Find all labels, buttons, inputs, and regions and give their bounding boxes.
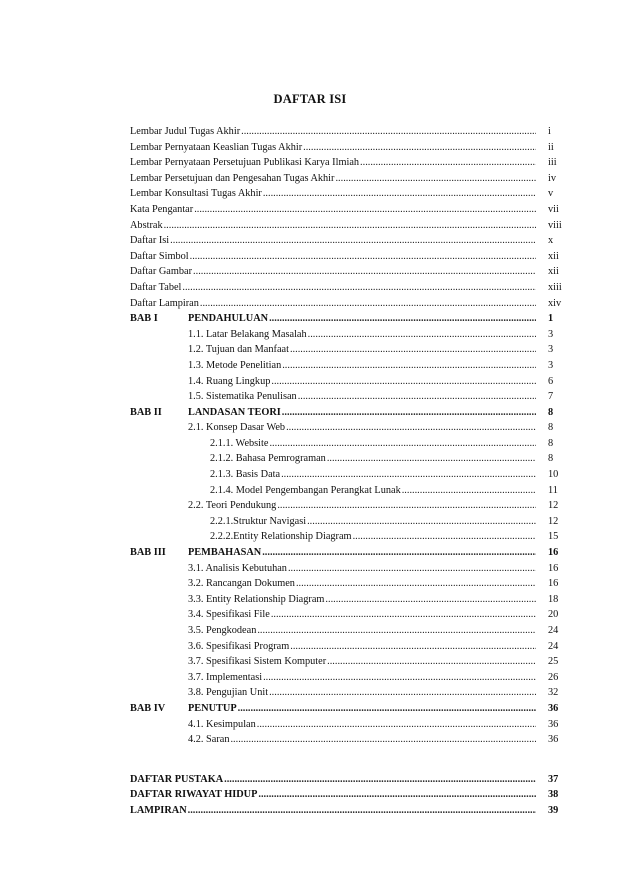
entry-label: 2.1.1. Website [210,437,269,449]
page-number: 8 [548,453,554,465]
page-number: ii [548,141,554,153]
entry-line [188,545,536,561]
entry-label: 3.2. Rancangan Dokumen [188,578,295,590]
page-number: 8 [548,437,554,449]
page-title: DAFTAR ISI [273,92,347,106]
entry-label: Lembar Judul Tugas Akhir [130,126,241,137]
entry-label: Daftar Gambar [130,266,193,278]
entry-label: 2.1.2. Bahasa Pemrograman [210,453,326,465]
chapter-entry [130,405,570,421]
page-number: 11 [548,484,558,496]
chapter-entry [130,311,570,327]
page-number: 15 [548,531,559,543]
entry-line [130,296,536,312]
entry-line [130,186,536,202]
dot-leader [262,545,536,561]
entry-line [188,685,536,701]
dot-leader [269,311,536,327]
toc-entry [130,249,570,265]
dot-leader [271,607,536,623]
dot-leader [241,124,536,140]
entry-line [210,483,536,499]
dot-leader [290,342,536,358]
section-entry [130,342,570,358]
dot-leader [290,639,536,655]
entry-line [188,561,536,577]
page-number: 10 [548,469,559,481]
entry-line [188,607,536,623]
page-number: 20 [548,609,559,621]
dot-leader [263,670,536,686]
section-entry [130,483,570,499]
entry-label: LAMPIRAN [130,804,187,816]
section-entry [130,436,570,452]
dot-leader [164,218,536,234]
section-entry [130,654,570,670]
section-entry [130,639,570,655]
entry-label: 3.8. Pengujian Unit [188,687,269,699]
toc-entry [130,186,570,202]
dot-leader [257,623,536,639]
page-number: 7 [548,391,554,403]
dot-leader [360,155,536,171]
page-number: 6 [548,375,554,387]
entry-line [130,155,536,171]
section-entry [130,420,570,436]
entry-line [188,701,536,717]
dot-leader [277,498,536,514]
entry-line [188,358,536,374]
entry-label: 2.1.3. Basis Data [210,469,281,481]
page-number: 16 [548,578,559,590]
entry-line [130,202,536,218]
page-number: 8 [548,406,554,418]
dot-leader [258,787,536,803]
dot-leader [224,772,536,788]
toc-entry [130,202,570,218]
entry-label: 1.1. Latar Belakang Masalah [188,328,307,340]
entry-line [188,623,536,639]
page-number: xiii [548,281,562,293]
page-number: 36 [548,702,559,714]
chapter-entry [130,701,570,717]
section-entry [130,623,570,639]
page-number: 3 [548,359,554,371]
page-number: 39 [548,804,559,816]
page-number: 12 [548,515,559,527]
toc-entry [130,233,570,249]
dot-leader [335,171,536,187]
dot-leader [230,732,536,748]
section-entry [130,670,570,686]
entry-line [130,249,536,265]
entry-line [130,124,536,140]
entry-line [188,498,536,514]
section-entry [130,576,570,592]
page-number: iii [548,157,557,169]
entry-label: 3.6. Spesifikasi Program [188,640,290,652]
entry-label: Daftar Isi [130,235,170,247]
chapter-number: BAB II [130,406,162,418]
entry-label: 3.7. Spesifikasi Sistem Komputer [188,656,327,668]
chapter-number: BAB IV [130,702,166,714]
entry-line [130,264,536,280]
dot-leader [269,685,536,701]
page-number: 3 [548,344,554,356]
entry-label: 2.2. Teori Pendukung [188,500,277,512]
section-entry [130,592,570,608]
toc-entry [130,280,570,296]
dot-leader [298,389,536,405]
dot-leader [353,529,536,545]
entry-label: 3.7. Implementasi [188,671,263,683]
back-matter-entry [130,772,570,788]
section-entry [130,732,570,748]
entry-line [210,451,536,467]
dot-leader [282,405,536,421]
entry-line [188,654,536,670]
page-number: 37 [548,773,559,785]
entry-line [130,772,536,788]
page-number: 25 [548,656,559,668]
section-entry [130,451,570,467]
dot-leader [286,420,536,436]
entry-label: 3.1. Analisis Kebutuhan [188,562,287,574]
entry-label: PEMBAHASAN [188,547,262,559]
dot-leader [327,451,536,467]
entry-label: 2.1. Konsep Dasar Web [188,422,286,434]
page-number: xiv [548,297,562,309]
section-entry [130,717,570,733]
page-number: 3 [548,328,554,340]
page-number: 36 [548,718,559,730]
entry-label: DAFTAR RIWAYAT HIDUP [130,789,258,801]
page-number: 12 [548,500,559,512]
page-number: 8 [548,422,554,434]
entry-line [188,374,536,390]
section-entry [130,374,570,390]
entry-label: 2.2.2.Entity Relationship Diagram [210,531,352,543]
entry-label: 2.2.1.Struktur Navigasi [210,515,307,527]
entry-label: 3.5. Pengkodean [188,625,257,636]
entry-label: Kata Pengantar [130,203,194,215]
entry-label: PENUTUP [188,702,237,714]
dot-leader [193,264,536,280]
dot-leader [296,576,536,592]
entry-label: 3.3. Entity Relationship Diagram [188,593,325,605]
dot-leader [288,561,536,577]
dot-leader [307,514,536,530]
entry-label: 2.1.4. Model Pengembangan Perangkat Lunak [210,484,401,496]
dot-leader [282,358,536,374]
entry-label: 1.4. Ruang Lingkup [188,375,271,387]
entry-line [130,280,536,296]
entry-label: PENDAHULUAN [188,313,269,325]
entry-line [210,467,536,483]
dot-leader [269,436,536,452]
entry-label: Daftar Tabel [130,281,182,293]
dot-leader [182,280,536,296]
entry-label: 1.3. Metode Penelitian [188,359,282,371]
entry-line [188,639,536,655]
entry-line [188,576,536,592]
entry-label: Lembar Persetujuan dan Pengesahan Tugas Akhir [130,172,335,184]
entry-label: Abstrak [130,219,163,231]
section-entry [130,498,570,514]
entry-label: LANDASAN TEORI [188,406,281,418]
entry-line [130,787,536,803]
page-number: 24 [548,640,559,652]
dot-leader [257,717,536,733]
entry-line [188,405,536,421]
section-entry [130,389,570,405]
page-number: xii [548,250,559,262]
dot-leader [271,374,536,390]
dot-leader [200,296,536,312]
entry-label: 1.5. Sistematika Penulisan [188,391,297,403]
entry-line [210,436,536,452]
page-number: x [548,235,554,247]
section-entry [130,467,570,483]
section-entry [130,561,570,577]
dot-leader [402,483,536,499]
toc-entry [130,140,570,156]
entry-line [188,327,536,343]
entry-label: 4.1. Kesimpulan [188,718,256,730]
entry-label: DAFTAR PUSTAKA [130,773,224,785]
section-entry [130,327,570,343]
page-number: 32 [548,687,559,699]
dot-leader [194,202,536,218]
page-number: viii [548,219,562,231]
toc-entry [130,264,570,280]
page-number: iv [548,172,557,184]
section-entry [130,607,570,623]
dot-leader [190,249,536,265]
entry-label: Lembar Pernyataan Persetujuan Publikasi Karya Ilmiah [130,157,360,169]
page-number: i [548,126,551,137]
entry-line [188,732,536,748]
entry-label: Lembar Konsultasi Tugas Akhir [130,188,262,200]
entry-line [188,592,536,608]
section-entry [130,514,570,530]
dot-leader [170,233,536,249]
toc-entry [130,124,570,140]
entry-line [188,670,536,686]
back-matter-entry [130,803,570,819]
entry-line [188,420,536,436]
toc-entry [130,155,570,171]
page-number: 26 [548,671,559,683]
entry-line [130,218,536,234]
chapter-number: BAB III [130,547,166,559]
page-number: 16 [548,547,559,559]
entry-line [130,233,536,249]
entry-label: Lembar Pernyataan Keaslian Tugas Akhir [130,141,303,153]
page-number: 18 [548,593,559,605]
page-number: 16 [548,562,559,574]
page-number: vii [548,203,559,215]
toc-entry [130,171,570,187]
entry-line [210,529,536,545]
dot-leader [188,803,536,819]
section-entry [130,685,570,701]
spacer [130,748,570,772]
page-number: 38 [548,789,559,801]
dot-leader [303,140,536,156]
section-entry [130,358,570,374]
entry-label: 1.2. Tujuan dan Manfaat [188,344,289,356]
toc-entry [130,218,570,234]
page-number: 24 [548,625,559,636]
dot-leader [238,701,536,717]
entry-label: Daftar Simbol [130,250,189,262]
entry-line [130,803,536,819]
dot-leader [281,467,536,483]
page-number: v [548,188,554,200]
dot-leader [327,654,536,670]
entry-line [130,171,536,187]
page-number: xii [548,266,559,278]
toc-entry [130,296,570,312]
entry-label: Daftar Lampiran [130,297,199,309]
chapter-entry [130,545,570,561]
entry-line [188,342,536,358]
page-number: 1 [548,313,554,325]
section-entry [130,529,570,545]
dot-leader [308,327,536,343]
entry-line [188,389,536,405]
dot-leader [325,592,536,608]
page-number: 36 [548,734,559,746]
entry-label: 3.4. Spesifikasi File [188,609,270,621]
entry-line [130,140,536,156]
dot-leader [263,186,536,202]
entry-label: 4.2. Saran [188,734,230,746]
chapter-number: BAB I [130,313,158,325]
back-matter-entry [130,787,570,803]
entry-line [210,514,536,530]
table-of-contents [130,124,570,819]
entry-line [188,311,536,327]
entry-line [188,717,536,733]
